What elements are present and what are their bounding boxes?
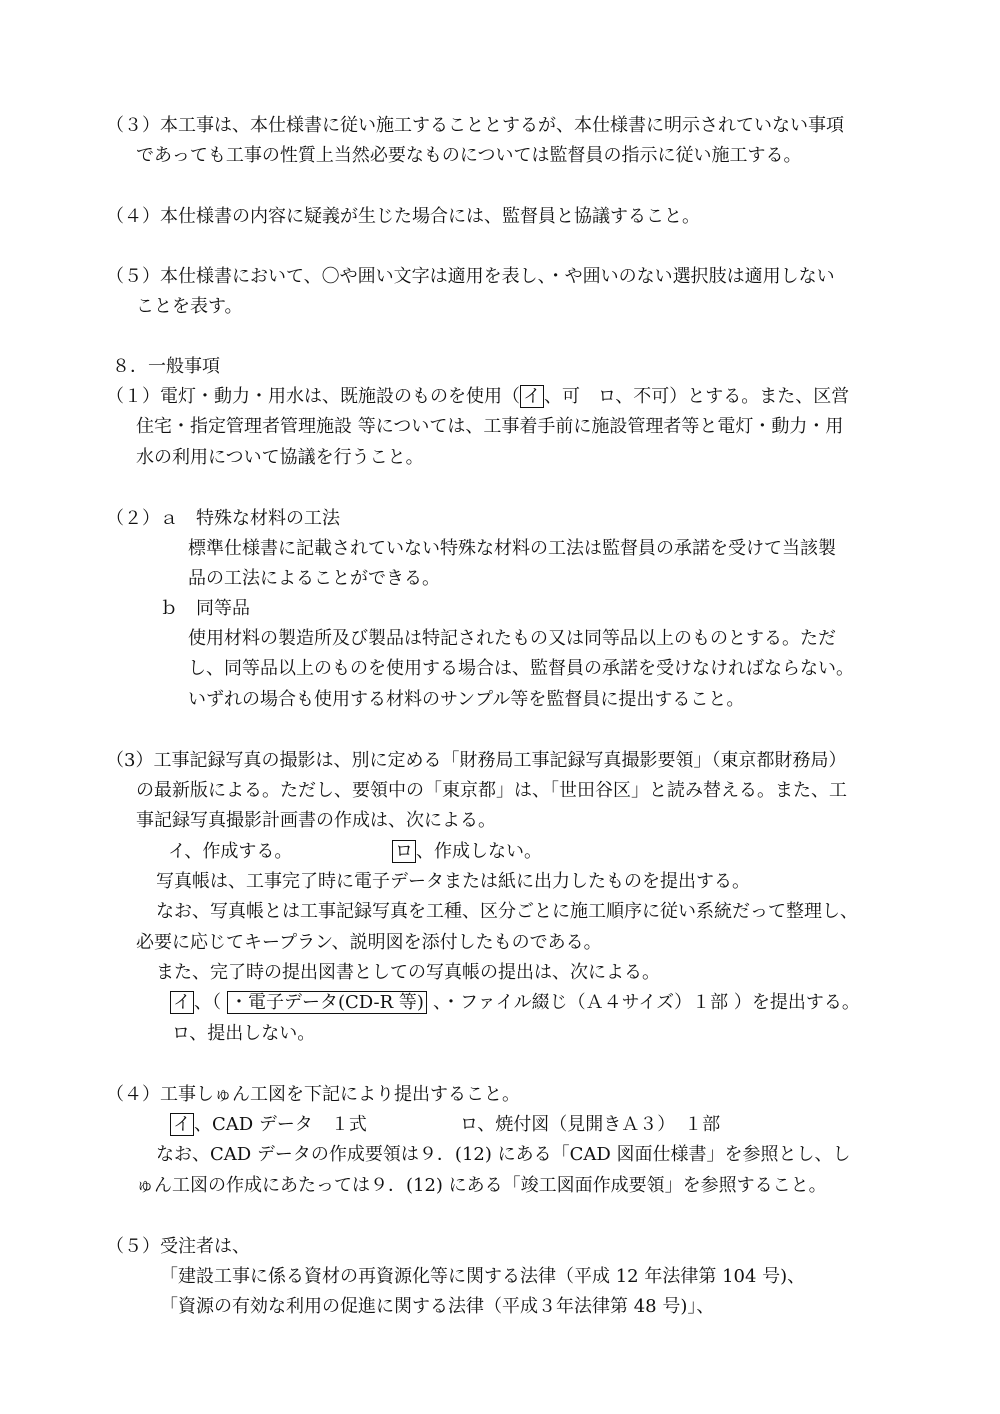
s8-item-3-option-ro	[392, 837, 542, 867]
s8-item-5-line-1: （５）受注者は、	[106, 1236, 250, 1257]
s8-item-3-line-3: 事記録写真撮影計画書の作成は、次による。	[136, 810, 496, 831]
s8-item-2a-line-2: 品の工法によることができる。	[188, 568, 440, 589]
item-5-line-2: ことを表す。	[136, 296, 243, 317]
text: 、可 ロ、不可）とする。また、区営	[544, 386, 850, 407]
item-3-line-2: であっても工事の性質上当然必要なものについては監督員の指示に従い施工する。	[136, 145, 802, 166]
s8-item-3-option-i: イ、作成する。	[168, 841, 293, 862]
s8-item-4-line-1: （４）工事しゅん工図を下記により提出すること。	[106, 1084, 520, 1105]
s8-item-4-option-print: ロ、焼付図（見開きＡ３） １部	[460, 1114, 721, 1135]
s8-item-3-line-4: 写真帳は、工事完了時に電子データまたは紙に出力したものを提出する。	[156, 871, 750, 892]
s8-item-3-line-2: の最新版による。ただし、要領中の「東京都」は、「世田谷区」と読み替える。また、工	[136, 780, 847, 801]
selected-option-box: イ	[520, 385, 544, 408]
item-5-line-1: （５）本仕様書において、〇や囲い文字は適用を表し、・や囲いのない選択肢は適用しない	[106, 266, 835, 287]
text: （１）電灯・動力・用水は、既施設のものを使用（	[106, 386, 520, 407]
s8-item-3-submit-option	[170, 988, 860, 1018]
text: 、作成しない。	[416, 841, 542, 862]
section-8-heading: ８．一般事項	[112, 356, 220, 377]
s8-item-4-line-2: なお、CAD データの作成要領は９．(12) にある「CAD 図面仕様書」を参照とし、し	[156, 1144, 851, 1165]
s8-item-2b-line-1: 使用材料の製造所及び製品は特記されたもの又は同等品以上のものとする。ただ	[188, 628, 836, 649]
text: 、（	[194, 992, 221, 1013]
s8-item-3-line-6: 必要に応じてキープラン、説明図を添付したものである。	[136, 932, 602, 953]
s8-item-2b-line-3: いずれの場合も使用する材料のサンプル等を監督員に提出すること。	[188, 689, 745, 710]
item-3-line-1: （３）本工事は、本仕様書に従い施工することとするが、本仕様書に明示されていない事項	[106, 115, 844, 136]
s8-item-3-option-no-submit: ロ、提出しない。	[172, 1023, 316, 1044]
selected-option-box: ロ	[392, 840, 416, 863]
s8-item-5-line-3: 「資源の有効な利用の促進に関する法律（平成３年法律第 48 号)」、	[160, 1296, 715, 1317]
s8-item-2b-line-2: し、同等品以上のものを使用する場合は、監督員の承諾を受けなければならない。	[188, 658, 854, 679]
text: 、・ファイル綴じ（Ａ４サイズ）１部 ）を提出する。	[432, 992, 860, 1013]
s8-item-3-line-5: なお、写真帳とは工事記録写真を工種、区分ごとに施工順序に従い系統だって整理し、	[156, 901, 858, 922]
s8-item-1-line-2: 住宅・指定管理者管理施設 等については、工事着手前に施設管理者等と電灯・動力・用	[136, 416, 844, 437]
item-4-line-1: （４）本仕様書の内容に疑義が生じた場合には、監督員と協議すること。	[106, 206, 700, 227]
s8-item-2b-title: ｂ 同等品	[160, 598, 250, 619]
s8-item-3-line-7: また、完了時の提出図書としての写真帳の提出は、次による。	[156, 962, 660, 983]
s8-item-5-line-2: 「建設工事に係る資材の再資源化等に関する法律（平成 12 年法律第 104 号)、	[160, 1266, 806, 1287]
s8-item-1-line-3: 水の利用について協議を行うこと。	[136, 447, 424, 468]
s8-item-4-line-3: ゅん工図の作成にあたっては９．(12) にある「竣工図面作成要領」を参照すること。	[136, 1175, 827, 1196]
selected-option-box: イ	[170, 1113, 194, 1136]
selected-format-box: ・電子データ(CD-R 等)	[227, 991, 427, 1014]
s8-item-2a-line-1: 標準仕様書に記載されていない特殊な材料の工法は監督員の承諾を受けて当該製	[188, 538, 836, 559]
s8-item-1-line-1	[106, 382, 849, 412]
text: 、CAD データ １式	[194, 1114, 367, 1135]
s8-item-4-option-cad	[170, 1110, 367, 1140]
s8-item-2a-title: （２）ａ 特殊な材料の工法	[106, 508, 340, 529]
s8-item-3-line-1: （3）工事記録写真の撮影は、別に定める「財務局工事記録写真撮影要領」（東京都財務局）	[106, 750, 847, 771]
selected-option-box: イ	[170, 991, 194, 1014]
